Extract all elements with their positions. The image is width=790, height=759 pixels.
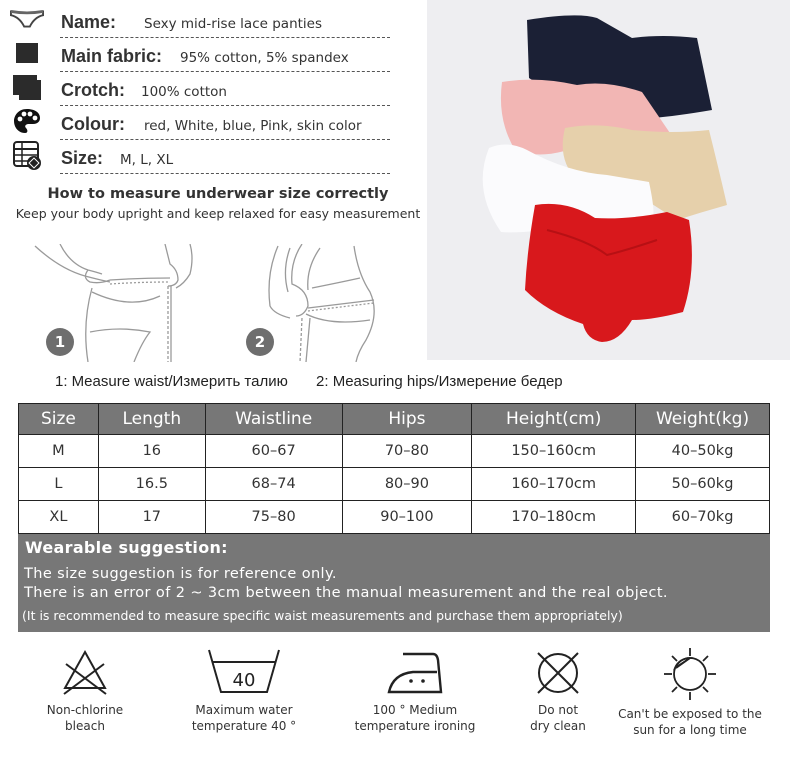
- spec-value: 95% cotton, 5% spandex: [180, 50, 349, 66]
- wearable-suggestion-box: [18, 534, 770, 632]
- suggestion-line-1: The size suggestion is for reference only.: [24, 566, 337, 582]
- cell-size: M: [19, 435, 99, 468]
- spec-row-main-fabric: [0, 38, 400, 72]
- col-header-waistline: Waistline: [205, 404, 342, 435]
- measure-steps-caption: [55, 373, 587, 390]
- cell-height: 150–160cm: [472, 435, 636, 468]
- spec-label: Main fabric:: [61, 46, 163, 66]
- cell-hips: 90–100: [342, 501, 472, 534]
- step-1-caption: 1: Measure waist/Измерить талию: [55, 373, 288, 390]
- step-2-badge: 2: [246, 328, 274, 356]
- col-header-size: Size: [19, 404, 99, 435]
- suggestion-line-2: There is an error of 2 ~ 3cm between the manual measurement and the real object.: [24, 585, 668, 601]
- cell-height: 170–180cm: [472, 501, 636, 534]
- care-label: Can't be exposed to the sun for a long time: [618, 707, 762, 737]
- spec-label: Size:: [61, 148, 104, 168]
- cell-weight: 60–70kg: [636, 501, 770, 534]
- cell-weight: 40–50kg: [636, 435, 770, 468]
- cell-waistline: 68–74: [205, 468, 342, 501]
- spec-label: Crotch:: [61, 80, 125, 100]
- care-label: 100 ° Medium temperature ironing: [354, 703, 476, 733]
- hip-measure-illustration: [230, 244, 410, 362]
- waist-measure-illustration: [30, 244, 200, 362]
- cell-hips: 80–90: [342, 468, 472, 501]
- suggestion-title: Wearable suggestion:: [25, 538, 228, 557]
- spec-row-size: [0, 140, 400, 174]
- cell-length: 16.5: [98, 468, 205, 501]
- care-label: Do not dry clean: [530, 703, 586, 733]
- measure-subtitle: Keep your body upright and keep relaxed for easy measurement: [15, 206, 421, 221]
- care-item-sun: [605, 648, 775, 738]
- size-chart-icon: [10, 140, 44, 170]
- col-header-hips: Hips: [342, 404, 472, 435]
- care-item-bleach: [0, 648, 170, 734]
- spec-row-colour: [0, 106, 400, 140]
- svg-text:40: 40: [232, 670, 256, 691]
- spec-label: Colour:: [61, 114, 125, 134]
- step-1-badge: 1: [46, 328, 74, 356]
- table-header-row: [19, 404, 770, 435]
- product-photo: [427, 0, 790, 360]
- care-label: Maximum water temperature 40 °: [191, 703, 297, 733]
- cell-waistline: 60–67: [205, 435, 342, 468]
- measure-title: How to measure underwear size correctly: [47, 186, 389, 202]
- cell-weight: 50–60kg: [636, 468, 770, 501]
- non-chlorine-bleach-icon: [0, 648, 170, 696]
- cell-hips: 70–80: [342, 435, 472, 468]
- cell-waistline: 75–80: [205, 501, 342, 534]
- spec-label: Name:: [61, 12, 117, 32]
- size-table: [18, 403, 770, 534]
- spec-row-crotch: [0, 72, 400, 106]
- care-item-wash: [159, 648, 329, 734]
- table-row: [19, 501, 770, 534]
- col-header-weight: Weight(kg): [636, 404, 770, 435]
- table-row: [19, 435, 770, 468]
- spec-value: 100% cotton: [141, 84, 227, 100]
- fabric-square-icon: [10, 38, 44, 68]
- cell-length: 17: [98, 501, 205, 534]
- suggestion-note: (It is recommended to measure specific waist measurements and purchase them appropriately): [22, 608, 623, 623]
- table-row: [19, 468, 770, 501]
- cell-height: 160–170cm: [472, 468, 636, 501]
- no-sun-icon: [605, 648, 775, 700]
- wash-40-icon: [159, 648, 329, 696]
- spec-row-name: [0, 4, 400, 38]
- care-label: Non-chlorine bleach: [46, 703, 124, 733]
- step-2-caption: 2: Measuring hips/Измерение бедер: [316, 373, 563, 390]
- spec-value: red, White, blue, Pink, skin color: [144, 118, 362, 134]
- col-header-length: Length: [98, 404, 205, 435]
- spec-value: Sexy mid-rise lace panties: [144, 16, 323, 32]
- dashed-divider: [60, 173, 390, 174]
- cell-length: 16: [98, 435, 205, 468]
- cell-size: XL: [19, 501, 99, 534]
- palette-icon: [10, 106, 44, 136]
- cell-size: L: [19, 468, 99, 501]
- spec-value: M, L, XL: [120, 152, 174, 168]
- panties-icon: [10, 4, 44, 34]
- crotch-squares-icon: [10, 72, 44, 102]
- col-header-height: Height(cm): [472, 404, 636, 435]
